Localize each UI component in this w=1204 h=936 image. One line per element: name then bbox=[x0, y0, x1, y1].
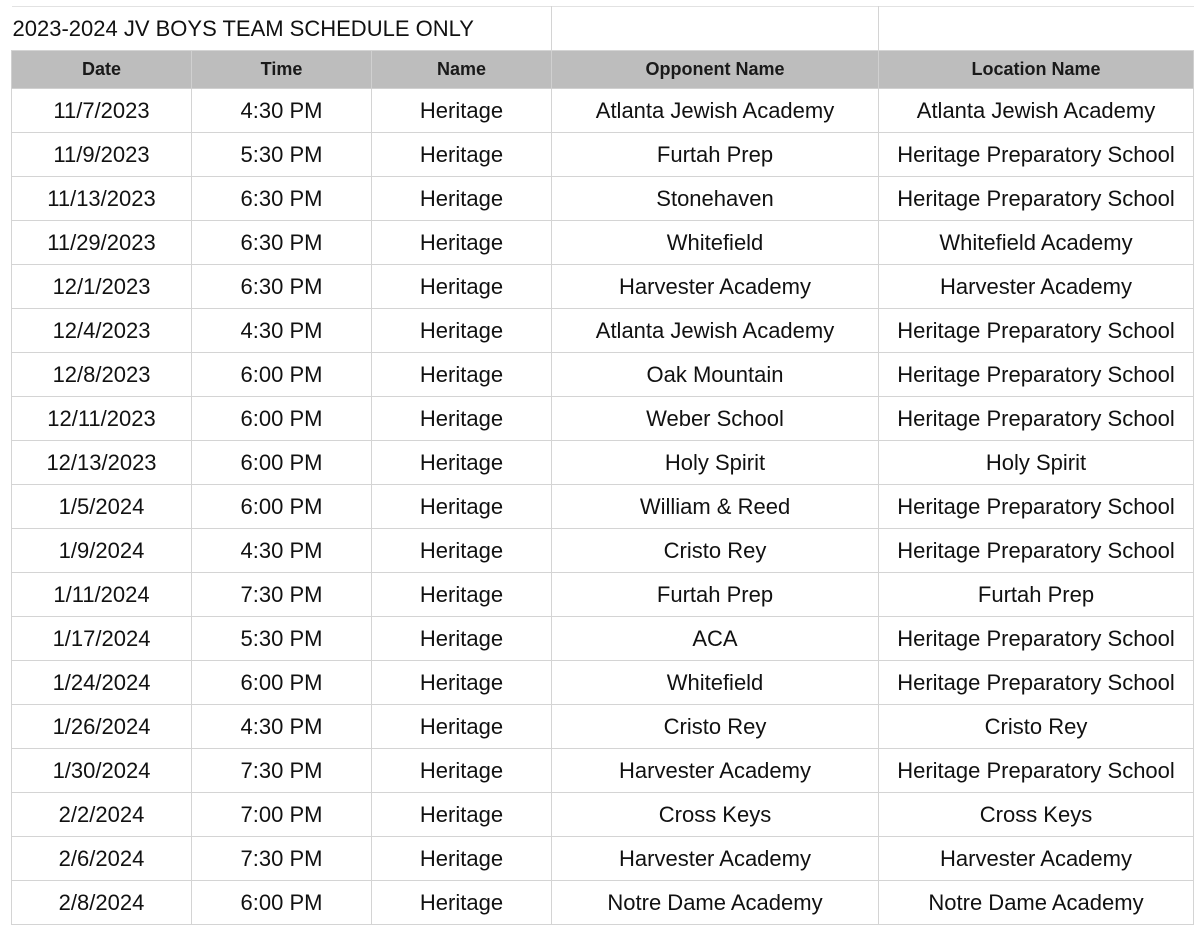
cell-location[interactable]: Heritage Preparatory School bbox=[879, 529, 1194, 573]
table-row bbox=[12, 309, 1194, 353]
cell-name[interactable]: Heritage bbox=[372, 793, 552, 837]
cell-opponent[interactable]: Oak Mountain bbox=[552, 353, 879, 397]
table-row bbox=[12, 485, 1194, 529]
cell-name[interactable]: Heritage bbox=[372, 133, 552, 177]
cell-location[interactable]: Heritage Preparatory School bbox=[879, 133, 1194, 177]
cell-date[interactable]: 2/2/2024 bbox=[12, 793, 192, 837]
cell-date[interactable]: 1/30/2024 bbox=[12, 749, 192, 793]
cell-time[interactable]: 4:30 PM bbox=[192, 89, 372, 133]
cell-opponent[interactable]: Furtah Prep bbox=[552, 573, 879, 617]
cell-time[interactable]: 5:30 PM bbox=[192, 133, 372, 177]
cell-date[interactable]: 1/9/2024 bbox=[12, 529, 192, 573]
cell-time[interactable]: 6:30 PM bbox=[192, 221, 372, 265]
cell-time[interactable]: 6:30 PM bbox=[192, 177, 372, 221]
cell-opponent[interactable]: Atlanta Jewish Academy bbox=[552, 309, 879, 353]
cell-location[interactable]: Heritage Preparatory School bbox=[879, 749, 1194, 793]
cell-location[interactable]: Heritage Preparatory School bbox=[879, 177, 1194, 221]
cell-date[interactable]: 11/13/2023 bbox=[12, 177, 192, 221]
cell-location[interactable]: Heritage Preparatory School bbox=[879, 485, 1194, 529]
cell-location[interactable]: Heritage Preparatory School bbox=[879, 617, 1194, 661]
cell-opponent[interactable]: Harvester Academy bbox=[552, 265, 879, 309]
cell-opponent[interactable]: Whitefield bbox=[552, 221, 879, 265]
table-row bbox=[12, 397, 1194, 441]
header-location[interactable]: Location Name bbox=[879, 51, 1194, 89]
cell-opponent[interactable]: Harvester Academy bbox=[552, 749, 879, 793]
table-row bbox=[12, 529, 1194, 573]
cell-location[interactable]: Holy Spirit bbox=[879, 441, 1194, 485]
table-row bbox=[12, 133, 1194, 177]
cell-time[interactable]: 6:00 PM bbox=[192, 881, 372, 925]
cell-location[interactable]: Atlanta Jewish Academy bbox=[879, 89, 1194, 133]
cell-name[interactable]: Heritage bbox=[372, 353, 552, 397]
cell-name[interactable]: Heritage bbox=[372, 177, 552, 221]
cell-date[interactable]: 12/13/2023 bbox=[12, 441, 192, 485]
cell-date[interactable]: 11/29/2023 bbox=[12, 221, 192, 265]
cell-name[interactable]: Heritage bbox=[372, 485, 552, 529]
table-row bbox=[12, 793, 1194, 837]
table-row bbox=[12, 573, 1194, 617]
table-row bbox=[12, 353, 1194, 397]
cell-name[interactable]: Heritage bbox=[372, 529, 552, 573]
table-row bbox=[12, 661, 1194, 705]
header-row bbox=[12, 51, 1194, 89]
table-row bbox=[12, 265, 1194, 309]
cell-time[interactable]: 6:00 PM bbox=[192, 397, 372, 441]
cell-name[interactable]: Heritage bbox=[372, 661, 552, 705]
cell-date[interactable]: 1/26/2024 bbox=[12, 705, 192, 749]
cell-location[interactable]: Harvester Academy bbox=[879, 265, 1194, 309]
cell-location[interactable]: Harvester Academy bbox=[879, 837, 1194, 881]
cell-time[interactable]: 7:30 PM bbox=[192, 837, 372, 881]
cell-opponent[interactable]: Atlanta Jewish Academy bbox=[552, 89, 879, 133]
empty-cell[interactable] bbox=[879, 7, 1194, 51]
cell-opponent[interactable]: William & Reed bbox=[552, 485, 879, 529]
cell-time[interactable]: 4:30 PM bbox=[192, 309, 372, 353]
cell-name[interactable]: Heritage bbox=[372, 573, 552, 617]
cell-date[interactable]: 2/8/2024 bbox=[12, 881, 192, 925]
schedule-sheet bbox=[11, 6, 1193, 925]
header-date[interactable]: Date bbox=[12, 51, 192, 89]
header-time[interactable]: Time bbox=[192, 51, 372, 89]
cell-location[interactable]: Cross Keys bbox=[879, 793, 1194, 837]
cell-time[interactable]: 7:30 PM bbox=[192, 573, 372, 617]
table-row bbox=[12, 881, 1194, 925]
cell-location[interactable]: Heritage Preparatory School bbox=[879, 397, 1194, 441]
cell-location[interactable]: Heritage Preparatory School bbox=[879, 309, 1194, 353]
cell-time[interactable]: 7:00 PM bbox=[192, 793, 372, 837]
cell-opponent[interactable]: Cross Keys bbox=[552, 793, 879, 837]
table-row bbox=[12, 89, 1194, 133]
cell-location[interactable]: Cristo Rey bbox=[879, 705, 1194, 749]
cell-time[interactable]: 5:30 PM bbox=[192, 617, 372, 661]
cell-opponent[interactable]: Cristo Rey bbox=[552, 705, 879, 749]
cell-date[interactable]: 12/11/2023 bbox=[12, 397, 192, 441]
cell-opponent[interactable]: Whitefield bbox=[552, 661, 879, 705]
cell-date[interactable]: 11/7/2023 bbox=[12, 89, 192, 133]
table-row bbox=[12, 221, 1194, 265]
cell-name[interactable]: Heritage bbox=[372, 89, 552, 133]
cell-date[interactable]: 1/5/2024 bbox=[12, 485, 192, 529]
cell-date[interactable]: 12/4/2023 bbox=[12, 309, 192, 353]
cell-opponent[interactable]: ACA bbox=[552, 617, 879, 661]
cell-time[interactable]: 4:30 PM bbox=[192, 529, 372, 573]
table-row bbox=[12, 441, 1194, 485]
cell-name[interactable]: Heritage bbox=[372, 617, 552, 661]
cell-opponent[interactable]: Harvester Academy bbox=[552, 837, 879, 881]
cell-location[interactable]: Heritage Preparatory School bbox=[879, 661, 1194, 705]
cell-time[interactable]: 6:00 PM bbox=[192, 485, 372, 529]
cell-time[interactable]: 7:30 PM bbox=[192, 749, 372, 793]
table-row bbox=[12, 837, 1194, 881]
cell-time[interactable]: 6:30 PM bbox=[192, 265, 372, 309]
cell-opponent[interactable]: Cristo Rey bbox=[552, 529, 879, 573]
cell-opponent[interactable]: Stonehaven bbox=[552, 177, 879, 221]
cell-time[interactable]: 4:30 PM bbox=[192, 705, 372, 749]
cell-name[interactable]: Heritage bbox=[372, 221, 552, 265]
cell-location[interactable]: Furtah Prep bbox=[879, 573, 1194, 617]
cell-date[interactable]: 1/11/2024 bbox=[12, 573, 192, 617]
cell-opponent[interactable]: Holy Spirit bbox=[552, 441, 879, 485]
cell-date[interactable]: 12/1/2023 bbox=[12, 265, 192, 309]
empty-cell[interactable] bbox=[552, 7, 879, 51]
cell-name[interactable]: Heritage bbox=[372, 397, 552, 441]
cell-date[interactable]: 1/17/2024 bbox=[12, 617, 192, 661]
table-row bbox=[12, 705, 1194, 749]
table-row bbox=[12, 177, 1194, 221]
cell-opponent[interactable]: Notre Dame Academy bbox=[552, 881, 879, 925]
cell-opponent[interactable]: Weber School bbox=[552, 397, 879, 441]
cell-location[interactable]: Notre Dame Academy bbox=[879, 881, 1194, 925]
cell-date[interactable]: 1/24/2024 bbox=[12, 661, 192, 705]
cell-date[interactable]: 2/6/2024 bbox=[12, 837, 192, 881]
schedule-table bbox=[11, 6, 1194, 925]
cell-date[interactable]: 11/9/2023 bbox=[12, 133, 192, 177]
table-row bbox=[12, 749, 1194, 793]
cell-name[interactable]: Heritage bbox=[372, 881, 552, 925]
sheet-title[interactable]: 2023-2024 JV BOYS TEAM SCHEDULE ONLY bbox=[12, 7, 552, 51]
cell-time[interactable]: 6:00 PM bbox=[192, 441, 372, 485]
cell-location[interactable]: Whitefield Academy bbox=[879, 221, 1194, 265]
cell-name[interactable]: Heritage bbox=[372, 749, 552, 793]
cell-location[interactable]: Heritage Preparatory School bbox=[879, 353, 1194, 397]
cell-name[interactable]: Heritage bbox=[372, 309, 552, 353]
table-row bbox=[12, 617, 1194, 661]
cell-date[interactable]: 12/8/2023 bbox=[12, 353, 192, 397]
cell-name[interactable]: Heritage bbox=[372, 705, 552, 749]
cell-name[interactable]: Heritage bbox=[372, 441, 552, 485]
cell-time[interactable]: 6:00 PM bbox=[192, 661, 372, 705]
header-opponent[interactable]: Opponent Name bbox=[552, 51, 879, 89]
title-row bbox=[12, 7, 1194, 51]
cell-opponent[interactable]: Furtah Prep bbox=[552, 133, 879, 177]
cell-time[interactable]: 6:00 PM bbox=[192, 353, 372, 397]
cell-name[interactable]: Heritage bbox=[372, 265, 552, 309]
header-name[interactable]: Name bbox=[372, 51, 552, 89]
cell-name[interactable]: Heritage bbox=[372, 837, 552, 881]
